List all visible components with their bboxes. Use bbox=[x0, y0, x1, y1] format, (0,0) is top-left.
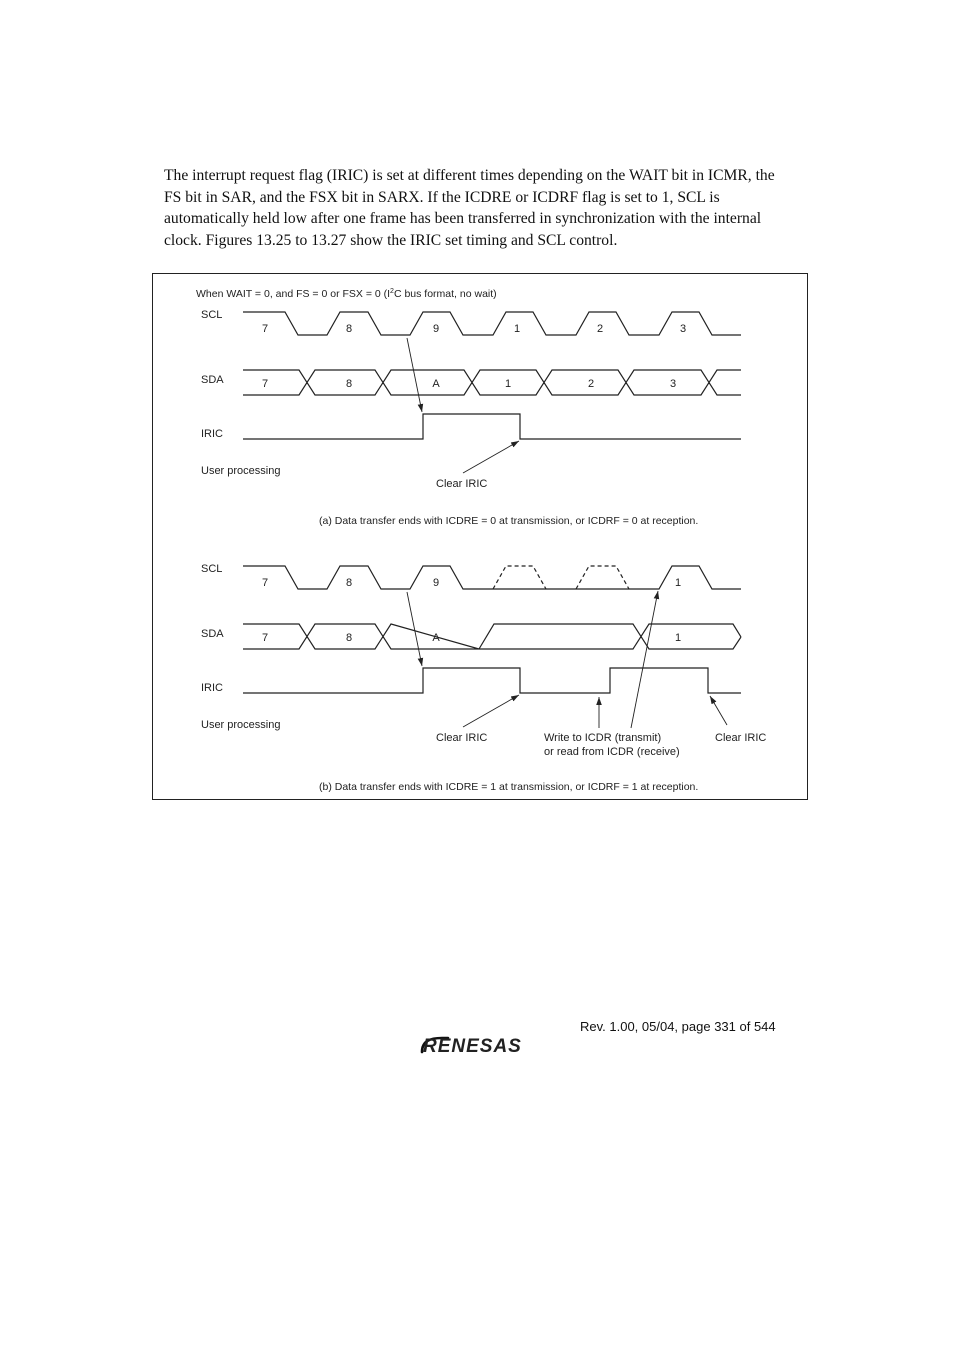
b-scl-dashed-pulses bbox=[493, 566, 629, 589]
a-sda-label: SDA bbox=[201, 374, 224, 386]
b-clear-iric-label-1: Clear IRIC bbox=[436, 732, 488, 744]
b-iric-waveform bbox=[243, 668, 741, 693]
a-scl-bit-9: 9 bbox=[432, 323, 440, 335]
b-sda-bit-8: 8 bbox=[345, 632, 353, 644]
a-sda-bit-8: 8 bbox=[345, 378, 353, 390]
a-scl-label: SCL bbox=[201, 309, 223, 321]
b-sda-label: SDA bbox=[201, 628, 224, 640]
a-scl-bit-7: 7 bbox=[261, 323, 269, 335]
a-scl-waveform bbox=[243, 312, 741, 335]
body-line-4: clock. Figures 13.25 to 13.27 show the IRIC set timing and SCL control. bbox=[164, 231, 618, 249]
b-sda-bit-7: 7 bbox=[261, 632, 269, 644]
b-sda-bit-a: A bbox=[432, 632, 440, 644]
b-clear-iric-arrow-2 bbox=[710, 696, 727, 725]
logo-wordmark: RENESAS bbox=[423, 1036, 522, 1057]
a-iric-label: IRIC bbox=[201, 428, 223, 440]
body-line-2: FS bit in SAR, and the FSX bit in SARX. If the ICDRE or ICDRF flag is set to 1, SCL is bbox=[164, 188, 720, 206]
b-clear-iric-label-2: Clear IRIC bbox=[715, 732, 767, 744]
b-clear-iric-arrow-1 bbox=[463, 695, 519, 727]
a-scl-to-iric-arrow bbox=[407, 338, 422, 412]
b-scl-label: SCL bbox=[201, 563, 223, 575]
a-scl-bit-2: 2 bbox=[596, 323, 604, 335]
b-sda-bit-1: 1 bbox=[674, 632, 682, 644]
renesas-logo bbox=[420, 1033, 544, 1062]
b-user-processing-label: User processing bbox=[201, 719, 281, 731]
page-info: Rev. 1.00, 05/04, page 331 of 544 bbox=[580, 1019, 776, 1034]
timing-diagram-svg bbox=[153, 274, 809, 801]
b-scl-waveform bbox=[243, 566, 741, 589]
b-iric-label: IRIC bbox=[201, 682, 223, 694]
body-line-3: automatically held low after one frame has been transferred in synchronization with the internal bbox=[164, 210, 762, 228]
b-scl-bit-8: 8 bbox=[345, 577, 353, 589]
b-write-label-line-1: Write to ICDR (transmit) bbox=[544, 732, 662, 744]
a-scl-bit-8: 8 bbox=[345, 323, 353, 335]
body-paragraph bbox=[164, 165, 804, 251]
b-write-label-line-2: or read from ICDR (receive) bbox=[544, 746, 680, 758]
a-sda-waveform bbox=[243, 370, 741, 395]
a-iric-waveform bbox=[243, 414, 741, 439]
a-sda-bit-3: 3 bbox=[669, 378, 677, 390]
a-clear-iric-arrow bbox=[463, 441, 519, 473]
b-scl-bit-7: 7 bbox=[261, 577, 269, 589]
a-scl-bit-3: 3 bbox=[679, 323, 687, 335]
b-write-to-scl-arrow bbox=[631, 591, 658, 728]
timing-diagram-figure bbox=[152, 273, 808, 800]
a-sda-bit-1: 1 bbox=[504, 378, 512, 390]
b-sda-waveform bbox=[243, 624, 741, 649]
condition-heading: When WAIT = 0, and FS = 0 or FSX = 0 ($I^2C$ bus format, no wait) bbox=[196, 288, 497, 300]
a-caption: (a) Data transfer ends with ICDRE = 0 at transmission, or ICDRF = 0 at reception. bbox=[319, 515, 699, 527]
a-scl-bit-1: 1 bbox=[513, 323, 521, 335]
a-sda-bit-a: A bbox=[432, 378, 440, 390]
b-scl-bit-9: 9 bbox=[432, 577, 440, 589]
body-line-1: The interrupt request flag (IRIC) is set at different times depending on the WAIT bit in ICMR, the bbox=[164, 167, 775, 184]
b-caption: (b) Data transfer ends with ICDRE = 1 at transmission, or ICDRF = 1 at reception. bbox=[319, 781, 699, 793]
a-sda-bit-7: 7 bbox=[261, 378, 269, 390]
a-clear-iric-label: Clear IRIC bbox=[436, 478, 488, 490]
a-sda-bit-2: 2 bbox=[587, 378, 595, 390]
a-user-processing-label: User processing bbox=[201, 465, 281, 477]
b-scl-bit-1: 1 bbox=[674, 577, 682, 589]
